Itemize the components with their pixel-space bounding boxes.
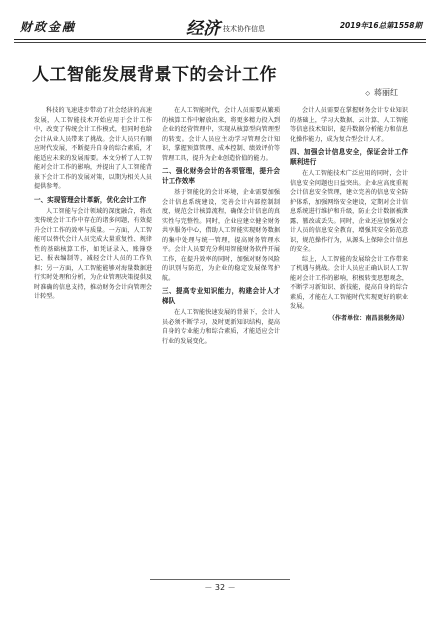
footer-rule xyxy=(150,579,290,580)
column-3 xyxy=(290,106,408,572)
column-1 xyxy=(34,106,152,572)
header-rule-thin xyxy=(14,42,426,43)
diamond-icon: ◇ xyxy=(365,90,370,97)
issue-number: 2019年16总第1558期 xyxy=(339,21,422,30)
paragraph: 综上，人工智能的发展给会计工作带来了机遇与挑战。会计人员应正确认识人工智能对会计工作的影响，积极转变思想观念，不断学习新知识、新技能，提高自身的综合素质，才能在人工智能时代实现更好的职业发展。 xyxy=(290,255,408,310)
logo-text: 经济 xyxy=(186,19,220,38)
paragraph: 人工智能与会计领域的深度融合，将改变传统会计工作中存在的诸多问题，有效提升会计工作的效率与质量。一方面，人工智能可以替代会计人员完成大量重复性、规律性的基础核算工作，如凭证录入、账簿登记、报表编制等，减轻会计人员的工作负担；另一方面，人工智能能够对海量数据进行实时处理和分析，为企业管理决策提供及时准确的信息支持，推动财务会计向管理会计转型。 xyxy=(34,207,152,300)
article-title: 人工智能发展背景下的会计工作 xyxy=(32,65,277,85)
section-heading: 四、加强会计信息安全，保证会计工作顺利进行 xyxy=(290,148,408,166)
author-affiliation: （作者单位：南昌县税务局） xyxy=(328,314,408,322)
journal-logo xyxy=(186,14,265,39)
paragraph: 在人工智能技术广泛应用的同时，会计信息安全问题也日益突出。企业应高度重视会计信息安全管理，建立完善的信息安全防护体系，加强网络安全建设，定期对会计信息系统进行维护和升级，防止会计数据被泄露、篡改或丢失。同时，企业还应加强对会计人员的信息安全教育，增强其安全防范意识，规范操作行为，从源头上保障会计信息的安全。 xyxy=(290,170,408,253)
journal-header xyxy=(14,12,426,40)
paragraph: 会计人员需要在掌握财务会计专业知识的基础上，学习大数据、云计算、人工智能等信息技术知识，提升数据分析能力和信息化操作能力，成为复合型会计人才。 xyxy=(290,107,408,143)
header-rule xyxy=(14,39,426,40)
article-body xyxy=(34,106,408,572)
paragraph: 在人工智能快速发展的背景下，会计人员必须不断学习，及时更新知识结构，提高自身的专业能力和综合素质，才能适应会计行业的发展变化。 xyxy=(162,309,280,345)
page-number: － 32 － xyxy=(204,583,236,592)
paragraph: 科技的飞速进步带动了社会经济的高速发展，人工智能技术开始应用于会计工作中，改变了传统会计工作模式，但同时也给会计从业人员带来了挑战。会计人员只有顺应时代发展，不断提升自身的综合素质，才能适应未来的发展需要。本文分析了人工智能对会计工作的影响，并提出了人工智能背景下会计工作的发展对策，以期为相关人员提供参考。 xyxy=(34,107,152,190)
column-2 xyxy=(162,106,280,572)
section-heading: 三、提高专业知识能力，构建会计人才梯队 xyxy=(162,287,280,305)
section-heading: 一、实现管理会计革新，优化会计工作 xyxy=(34,195,147,204)
paragraph: 在人工智能时代，会计人员需要从繁琐的核算工作中解放出来，将更多精力投入到企业的经营管理中，实现从核算型向管理型的转变。会计人员应主动学习管理会计知识，掌握预算管理、成本控制、绩效评价等管理工具，提升为企业创造价值的能力。 xyxy=(162,107,280,162)
section-heading: 二、强化财务会计的各项管理，提升会计工作效率 xyxy=(162,167,280,185)
logo-tagline: 技术协作信息 xyxy=(223,25,265,33)
paragraph: 基于智能化的会计环境，企业需要加强会计信息系统建设，完善会计内部控制制度，规范会计核算流程，确保会计信息的真实性与完整性。同时，企业应建立健全财务共享服务中心，借助人工智能实现财务数据的集中处理与统一管理，提高财务管理水平。会计人员要充分利用智能财务软件开展工作，在提升效率的同时，加强对财务风险的识别与防范，为企业的稳定发展保驾护航。 xyxy=(162,189,280,282)
author-line xyxy=(365,87,398,98)
author-name: 蒋丽红 xyxy=(374,88,398,97)
section-name: 财政金融 xyxy=(20,20,77,34)
